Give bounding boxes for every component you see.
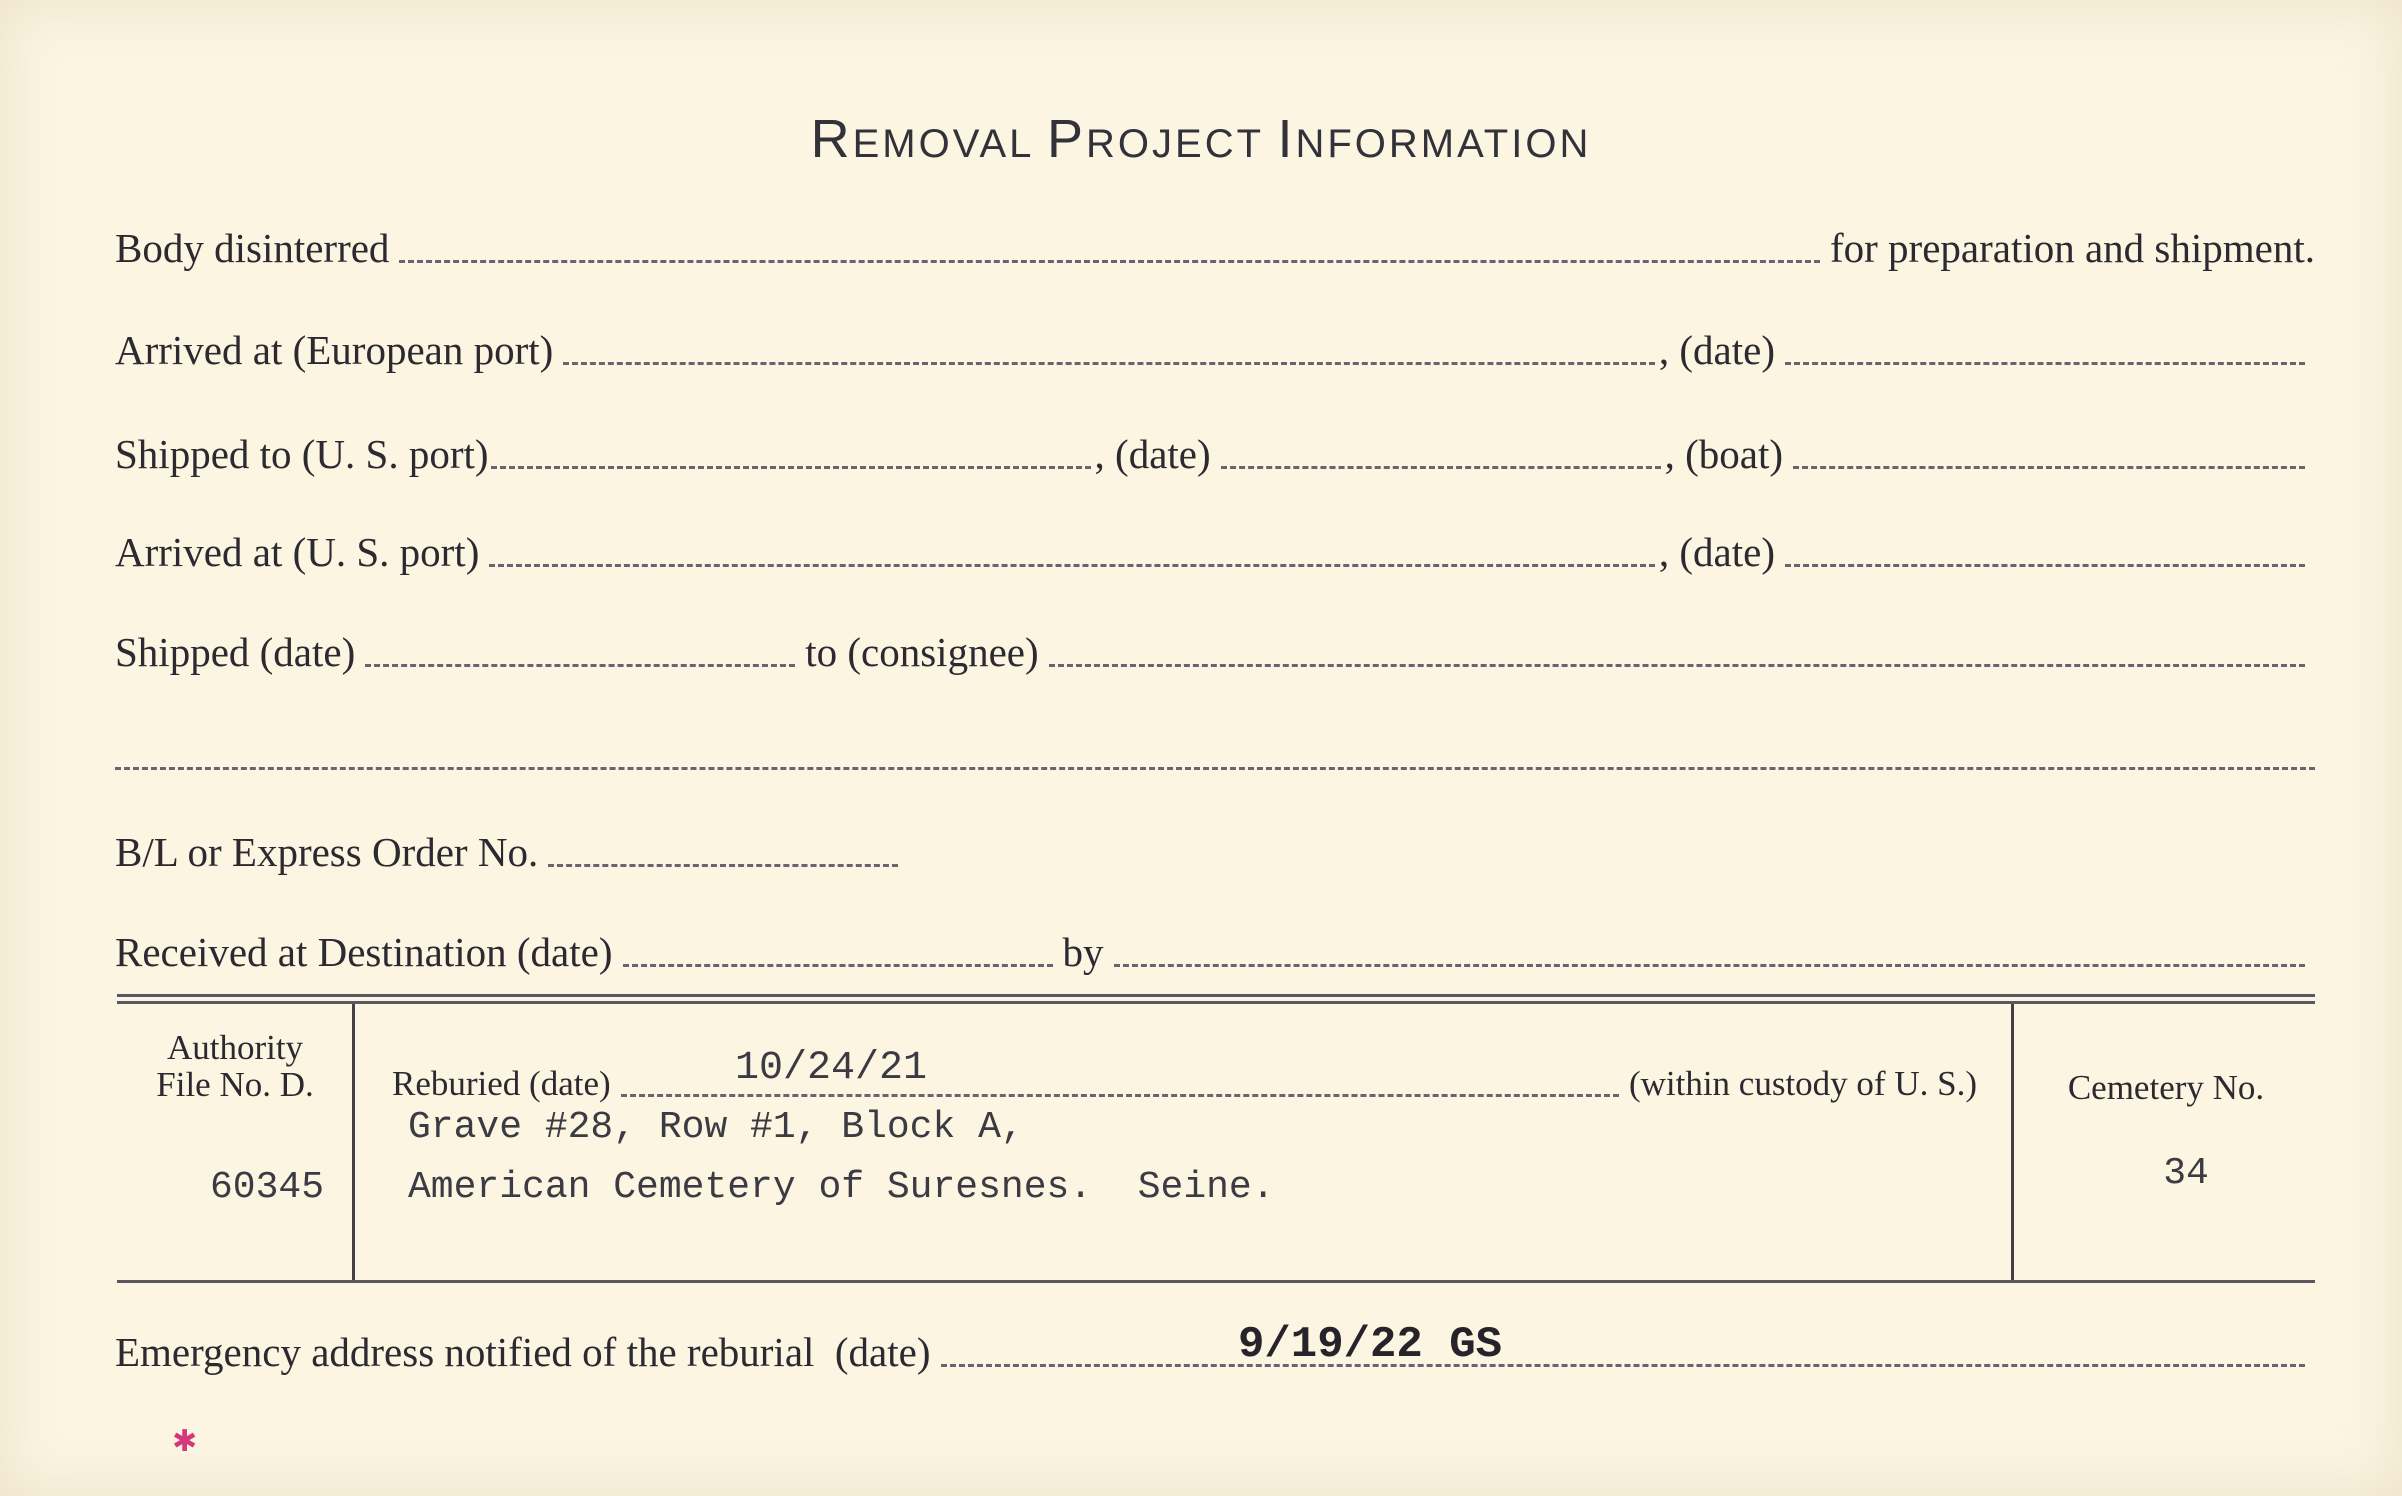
shipped-date-field[interactable]	[365, 664, 795, 667]
authority-label-line2: File No. D.	[156, 1064, 314, 1104]
received-date-field[interactable]	[623, 964, 1053, 967]
bl-order-label: B/L or Express Order No.	[115, 829, 539, 875]
title-initial-i: I	[1277, 109, 1296, 169]
consignee-label: to (consignee)	[805, 629, 1039, 675]
arrived-european-row	[115, 327, 2315, 373]
bl-order-field[interactable]	[548, 864, 898, 867]
title-word-information: NFORMATION	[1295, 122, 1592, 166]
body-disinterred-label: Body disinterred	[115, 225, 390, 271]
arrived-us-date-field[interactable]	[1785, 564, 2305, 567]
body-disinterred-row	[115, 225, 2315, 271]
emergency-date-value: 9/19/22 GS	[1238, 1320, 1503, 1370]
body-disinterred-field[interactable]	[399, 260, 1820, 263]
title-word-project: ROJECT	[1086, 122, 1278, 166]
authority-label	[120, 1030, 350, 1104]
arrived-us-row	[115, 529, 2315, 575]
authority-label-line1: Authority	[166, 1028, 304, 1067]
consignee-continuation-field[interactable]	[115, 767, 2315, 770]
cemetery-label: Cemetery No.	[2067, 1068, 2265, 1107]
shipped-date-label: Shipped (date)	[115, 629, 356, 675]
arrived-european-date-label: , (date)	[1658, 327, 1775, 373]
grave-location-line1: Grave #28, Row #1, Block A,	[408, 1106, 1024, 1149]
reburied-row	[392, 1066, 1977, 1101]
box-top-rule-1	[117, 994, 2315, 997]
shipped-us-date-field[interactable]	[1221, 466, 1661, 469]
arrived-european-date-field[interactable]	[1785, 362, 2305, 365]
shipped-us-date-label: , (date)	[1094, 431, 1211, 477]
title-word-removal: EMOVAL	[852, 122, 1048, 166]
shipped-us-boat-label: , (boat)	[1664, 431, 1784, 477]
box-divider-left	[352, 1004, 355, 1280]
reburied-date-field[interactable]	[621, 1094, 1619, 1097]
emergency-date-field[interactable]	[941, 1364, 2306, 1367]
arrived-european-port-field[interactable]	[563, 362, 1655, 365]
authority-file-number: 60345	[210, 1166, 325, 1209]
reburied-suffix: (within custody of U. S.)	[1628, 1064, 1977, 1103]
consignee-field[interactable]	[1049, 664, 2305, 667]
box-top-rule-2	[117, 1001, 2315, 1004]
arrived-us-port-field[interactable]	[489, 564, 1655, 567]
received-label: Received at Destination (date)	[115, 929, 613, 975]
shipped-us-row	[115, 431, 2315, 477]
shipped-us-label: Shipped to (U. S. port)	[115, 431, 489, 477]
received-by-field[interactable]	[1114, 964, 2306, 967]
arrived-us-label: Arrived at (U. S. port)	[115, 529, 480, 575]
arrived-european-label: Arrived at (European port)	[115, 327, 554, 373]
emergency-label: Emergency address notified of the reburial (date)	[115, 1329, 931, 1375]
consignee-continuation-row	[115, 730, 2315, 770]
body-disinterred-suffix: for preparation and shipment.	[1829, 225, 2315, 271]
title-initial-r: R	[810, 109, 853, 169]
shipped-us-port-field[interactable]	[491, 466, 1091, 469]
box-bottom-rule	[117, 1280, 2315, 1283]
pink-ink-mark-icon: ✱	[172, 1424, 198, 1459]
emergency-row	[115, 1329, 2315, 1375]
received-by-label: by	[1062, 929, 1104, 975]
received-row	[115, 929, 2315, 975]
shipped-consignee-row	[115, 629, 2315, 675]
arrived-us-date-label: , (date)	[1658, 529, 1775, 575]
grave-location-line2: American Cemetery of Suresnes. Seine.	[408, 1166, 1275, 1209]
reburied-label: Reburied (date)	[392, 1064, 611, 1103]
box-divider-right	[2011, 1004, 2014, 1280]
bl-order-row	[115, 829, 1015, 875]
title-initial-p: P	[1047, 109, 1087, 169]
shipped-us-boat-field[interactable]	[1793, 466, 2305, 469]
reburied-date-value: 10/24/21	[735, 1046, 928, 1091]
cemetery-number: 34	[2163, 1152, 2209, 1195]
form-title	[0, 108, 2402, 170]
